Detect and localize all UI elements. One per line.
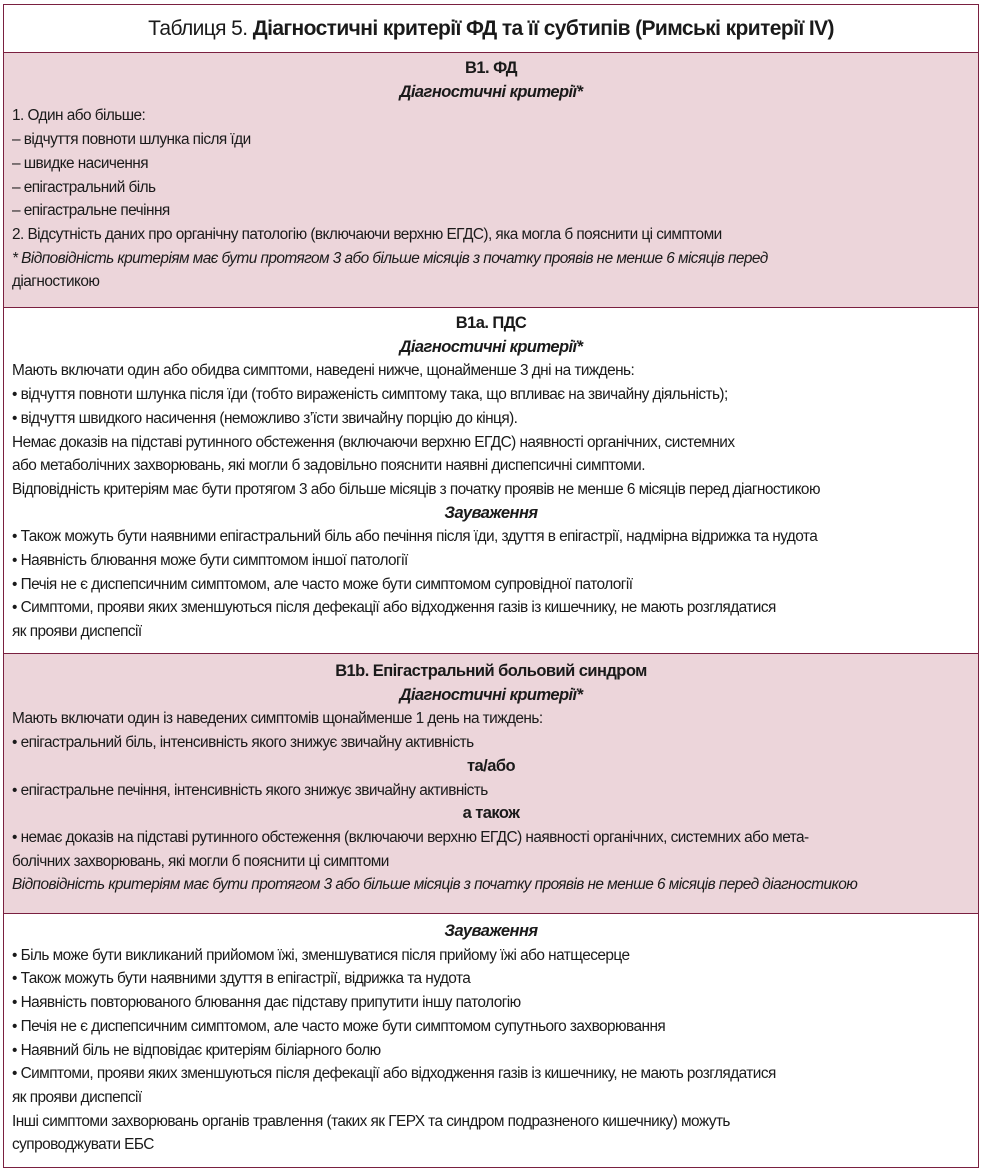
note-item: • Біль може бути викликаний прийомом їжі, зменшуватися після прийому їжі або натщесерце — [12, 946, 630, 964]
list-item: • епігастральне печіння, інтенсивність якого знижує звичайну активність — [12, 781, 488, 799]
table-title — [4, 5, 978, 53]
intro-text: Мають включати один із наведених симптомів щонайменше 1 день на тиждень: — [12, 710, 543, 728]
connector-and-or: та/або — [467, 756, 515, 775]
criteria-table — [3, 4, 979, 1168]
list-item: Відповідність критеріям має бути протягом 3 або більше місяців з початку проявів не менше 6 місяців перед діагностикою — [12, 480, 820, 498]
list-item: 1. Один або більше: — [12, 107, 146, 125]
list-item: • відчуття повноти шлунка після їди (тобто вираженість симптому така, що впливає на звичайну діяльність); — [12, 386, 728, 404]
section-subheading: Діагностичні критерії* — [399, 337, 583, 356]
notes-heading: Зауваження — [444, 922, 538, 940]
table-title-prefix: Таблиця 5. — [148, 16, 248, 40]
section-b1a — [4, 308, 978, 654]
list-item: Мають включати один або обидва симптоми, наведені нижче, щонайменше 3 дні на тиждень: — [12, 362, 635, 380]
note-item: як прояви диспепсії — [12, 623, 142, 641]
list-item: – епігастральне печіння — [12, 202, 170, 220]
footnote: Відповідність критеріям має бути протягом 3 або більше місяців з початку проявів не менше 6 місяців перед діагностикою — [12, 876, 858, 894]
list-item: 2. Відсутність даних про органічну патологію (включаючи верхню ЕГДС), яка могла б пояснити ці симптоми — [12, 225, 722, 243]
list-item: або метаболічних захворювань, які могли б задовільно пояснити наявні диспепсичні симптоми. — [12, 457, 645, 475]
list-item: – швидке насичення — [12, 154, 149, 172]
note-item: • Також можуть бути наявними епігастральний біль або печіння після їди, здуття в епігастрії, надмірна відрижка та нудота — [12, 528, 818, 546]
footnote-continuation: діагностикою — [12, 273, 100, 291]
note-item: • Печія не є диспепсичним симптомом, але часто може бути симптомом супутнього захворювання — [12, 1017, 666, 1035]
section-subheading: Діагностичні критерії* — [399, 685, 583, 704]
list-item: • епігастральний біль, інтенсивність якого знижує звичайну активність — [12, 734, 474, 752]
list-item: – епігастральний біль — [12, 178, 156, 196]
note-item: • Також можуть бути наявними здуття в епігастрії, відрижка та нудота — [12, 970, 471, 988]
note-item: Інші симптоми захворювань органів травлення (таких як ГЕРХ та синдром подразненого кишечнику) можуть — [12, 1112, 730, 1130]
footnote: * Відповідність критеріям має бути протягом 3 або більше місяців з початку проявів не менше 6 місяців перед — [12, 249, 768, 267]
section-heading: В1a. ПДС — [455, 314, 527, 332]
note-item: • Наявність блювання може бути симптомом іншої патології — [12, 552, 408, 570]
section-notes — [4, 914, 978, 1167]
list-item: • немає доказів на підставі рутинного обстеження (включаючи верхню ЕГДС) наявності органічних, системних або мета- — [12, 828, 809, 846]
section-b1b — [4, 654, 978, 914]
note-item: • Наявний біль не відповідає критеріям біліарного болю — [12, 1041, 381, 1059]
section-b1 — [4, 53, 978, 308]
list-item-continuation: болічних захворювань, які могли б пояснити ці симптоми — [12, 852, 389, 870]
note-item: • Симптоми, прояви яких зменшуються після дефекації або відходження газів із кишечнику, не мають розглядатися — [12, 1065, 776, 1083]
note-item: • Наявність повторюваного блювання дає підставу припутити іншу патологію — [12, 994, 521, 1012]
notes-heading: Зауваження — [444, 503, 538, 522]
connector-also: а також — [462, 804, 520, 823]
section-heading: В1. ФД — [465, 59, 517, 77]
note-item: • Печія не є диспепсичним симптомом, але часто може бути симптомом супровідної патології — [12, 575, 633, 593]
list-item: Немає доказів на підставі рутинного обстеження (включаючи верхню ЕГДС) наявності органічних, системних — [12, 433, 735, 451]
list-item: – відчуття повноти шлунка після їди — [12, 131, 251, 149]
table-title-bold: Діагностичні критерії ФД та її субтипів (Римські критерії IV) — [252, 16, 834, 40]
note-item: • Симптоми, прояви яких зменшуються після дефекації або відходження газів із кишечнику, не мають розглядатися — [12, 599, 776, 617]
section-subheading: Діагностичні критерії* — [399, 82, 583, 101]
note-item: як прояви диспепсії — [12, 1088, 142, 1106]
note-item: супроводжувати ЕБС — [12, 1136, 154, 1154]
section-heading: В1b. Епігастральний больовий синдром — [335, 662, 647, 680]
list-item: • відчуття швидкого насичення (неможливо з’їсти звичайну порцію до кінця). — [12, 409, 518, 427]
